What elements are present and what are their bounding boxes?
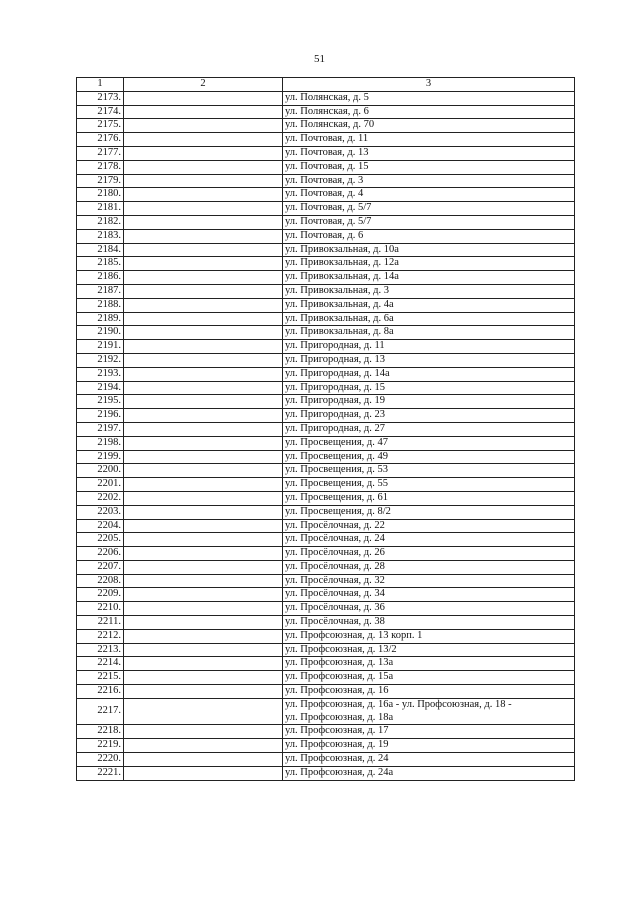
- address-cell: ул. Привокзальная, д. 10а: [283, 243, 575, 257]
- table-row: [77, 215, 575, 229]
- table-row: [77, 202, 575, 216]
- empty-cell: [124, 243, 283, 257]
- address-cell: ул. Просёлочная, д. 38: [283, 616, 575, 630]
- address-cell: ул. Просёлочная, д. 22: [283, 519, 575, 533]
- table-row: [77, 478, 575, 492]
- row-number: 2194.: [77, 381, 124, 395]
- row-number: 2180.: [77, 188, 124, 202]
- empty-cell: [124, 91, 283, 105]
- empty-cell: [124, 119, 283, 133]
- empty-cell: [124, 643, 283, 657]
- row-number: 2182.: [77, 215, 124, 229]
- row-number: 2220.: [77, 753, 124, 767]
- address-cell: ул. Профсоюзная, д. 17: [283, 725, 575, 739]
- row-number: 2205.: [77, 533, 124, 547]
- address-cell: ул. Профсоюзная, д. 13/2: [283, 643, 575, 657]
- address-cell: ул. Просвещения, д. 49: [283, 450, 575, 464]
- address-cell: ул. Почтовая, д. 11: [283, 133, 575, 147]
- row-number: 2202.: [77, 491, 124, 505]
- address-cell: ул. Просёлочная, д. 28: [283, 560, 575, 574]
- empty-cell: [124, 367, 283, 381]
- row-number: 2216.: [77, 685, 124, 699]
- row-number: 2203.: [77, 505, 124, 519]
- empty-cell: [124, 229, 283, 243]
- column-header-2: 2: [124, 78, 283, 92]
- row-number: 2179.: [77, 174, 124, 188]
- empty-cell: [124, 133, 283, 147]
- empty-cell: [124, 284, 283, 298]
- address-cell: ул. Почтовая, д. 15: [283, 160, 575, 174]
- table-row: [77, 671, 575, 685]
- address-cell: [283, 698, 575, 725]
- address-cell: ул. Пригородная, д. 15: [283, 381, 575, 395]
- address-cell: ул. Просёлочная, д. 36: [283, 602, 575, 616]
- row-number: 2175.: [77, 119, 124, 133]
- row-number: 2185.: [77, 257, 124, 271]
- address-cell: ул. Профсоюзная, д. 15а: [283, 671, 575, 685]
- row-number: 2213.: [77, 643, 124, 657]
- empty-cell: [124, 422, 283, 436]
- table-row: [77, 105, 575, 119]
- column-header-3: 3: [283, 78, 575, 92]
- row-number: 2176.: [77, 133, 124, 147]
- row-number: 2198.: [77, 436, 124, 450]
- address-cell: ул. Полянская, д. 70: [283, 119, 575, 133]
- table-row: [77, 243, 575, 257]
- address-cell: ул. Просёлочная, д. 32: [283, 574, 575, 588]
- column-header-1: 1: [77, 78, 124, 92]
- row-number: 2217.: [77, 698, 124, 725]
- empty-cell: [124, 753, 283, 767]
- table-row: [77, 519, 575, 533]
- table-row: [77, 464, 575, 478]
- empty-cell: [124, 188, 283, 202]
- empty-cell: [124, 602, 283, 616]
- empty-cell: [124, 353, 283, 367]
- row-number: 2188.: [77, 298, 124, 312]
- row-number: 2211.: [77, 616, 124, 630]
- address-cell: ул. Привокзальная, д. 3: [283, 284, 575, 298]
- table-row: [77, 91, 575, 105]
- address-cell: ул. Пригородная, д. 27: [283, 422, 575, 436]
- address-cell: ул. Привокзальная, д. 8а: [283, 326, 575, 340]
- address-cell: ул. Полянская, д. 5: [283, 91, 575, 105]
- row-number: 2177.: [77, 146, 124, 160]
- row-number: 2210.: [77, 602, 124, 616]
- empty-cell: [124, 326, 283, 340]
- row-number: 2178.: [77, 160, 124, 174]
- row-number: 2189.: [77, 312, 124, 326]
- empty-cell: [124, 202, 283, 216]
- table-row: [77, 119, 575, 133]
- row-number: 2199.: [77, 450, 124, 464]
- empty-cell: [124, 271, 283, 285]
- empty-cell: [124, 215, 283, 229]
- table-row: [77, 698, 575, 725]
- table-row: [77, 174, 575, 188]
- row-number: 2207.: [77, 560, 124, 574]
- address-cell: ул. Почтовая, д. 5/7: [283, 215, 575, 229]
- address-cell: ул. Профсоюзная, д. 24а: [283, 766, 575, 780]
- address-cell: ул. Привокзальная, д. 12а: [283, 257, 575, 271]
- row-number: 2209.: [77, 588, 124, 602]
- address-cell: ул. Просвещения, д. 8/2: [283, 505, 575, 519]
- address-cell: ул. Профсоюзная, д. 19: [283, 739, 575, 753]
- empty-cell: [124, 436, 283, 450]
- empty-cell: [124, 588, 283, 602]
- table-row: [77, 436, 575, 450]
- empty-cell: [124, 725, 283, 739]
- empty-cell: [124, 671, 283, 685]
- empty-cell: [124, 174, 283, 188]
- table-row: [77, 629, 575, 643]
- table-row: [77, 725, 575, 739]
- table-row: [77, 588, 575, 602]
- table-row: [77, 340, 575, 354]
- table-row: [77, 133, 575, 147]
- table-row: [77, 657, 575, 671]
- table-row: [77, 547, 575, 561]
- address-cell: ул. Привокзальная, д. 14а: [283, 271, 575, 285]
- table-row: [77, 602, 575, 616]
- address-cell: ул. Просёлочная, д. 34: [283, 588, 575, 602]
- table-row: [77, 616, 575, 630]
- table-row: [77, 284, 575, 298]
- address-cell: ул. Почтовая, д. 4: [283, 188, 575, 202]
- address-cell: ул. Пригородная, д. 11: [283, 340, 575, 354]
- empty-cell: [124, 312, 283, 326]
- table-row: [77, 146, 575, 160]
- table-row: [77, 574, 575, 588]
- empty-cell: [124, 381, 283, 395]
- row-number: 2190.: [77, 326, 124, 340]
- address-cell: ул. Просвещения, д. 55: [283, 478, 575, 492]
- address-cell: ул. Почтовая, д. 13: [283, 146, 575, 160]
- address-cell: ул. Просвещения, д. 53: [283, 464, 575, 478]
- table-row: [77, 753, 575, 767]
- row-number: 2191.: [77, 340, 124, 354]
- address-cell: ул. Пригородная, д. 23: [283, 409, 575, 423]
- table-row: [77, 160, 575, 174]
- empty-cell: [124, 409, 283, 423]
- empty-cell: [124, 616, 283, 630]
- table-row: [77, 312, 575, 326]
- row-number: 2183.: [77, 229, 124, 243]
- row-number: 2173.: [77, 91, 124, 105]
- empty-cell: [124, 685, 283, 699]
- address-cell: ул. Полянская, д. 6: [283, 105, 575, 119]
- table-row: [77, 229, 575, 243]
- empty-cell: [124, 766, 283, 780]
- table-row: [77, 381, 575, 395]
- empty-cell: [124, 146, 283, 160]
- empty-cell: [124, 519, 283, 533]
- table-row: [77, 353, 575, 367]
- empty-cell: [124, 298, 283, 312]
- table-header-row: [77, 78, 575, 92]
- address-cell: ул. Пригородная, д. 14а: [283, 367, 575, 381]
- row-number: 2218.: [77, 725, 124, 739]
- empty-cell: [124, 257, 283, 271]
- empty-cell: [124, 505, 283, 519]
- row-number: 2174.: [77, 105, 124, 119]
- empty-cell: [124, 533, 283, 547]
- table-row: [77, 367, 575, 381]
- row-number: 2214.: [77, 657, 124, 671]
- empty-cell: [124, 629, 283, 643]
- address-cell: ул. Профсоюзная, д. 24: [283, 753, 575, 767]
- row-number: 2204.: [77, 519, 124, 533]
- address-cell: ул. Профсоюзная, д. 13 корп. 1: [283, 629, 575, 643]
- table-row: [77, 505, 575, 519]
- table-row: [77, 409, 575, 423]
- table-row: [77, 271, 575, 285]
- table-row: [77, 257, 575, 271]
- table-row: [77, 643, 575, 657]
- row-number: 2219.: [77, 739, 124, 753]
- empty-cell: [124, 574, 283, 588]
- row-number: 2193.: [77, 367, 124, 381]
- table-row: [77, 188, 575, 202]
- empty-cell: [124, 340, 283, 354]
- table-row: [77, 533, 575, 547]
- address-cell: ул. Пригородная, д. 19: [283, 395, 575, 409]
- address-cell: ул. Просвещения, д. 47: [283, 436, 575, 450]
- empty-cell: [124, 450, 283, 464]
- table-row: [77, 395, 575, 409]
- empty-cell: [124, 478, 283, 492]
- address-cell: ул. Почтовая, д. 6: [283, 229, 575, 243]
- address-cell: ул. Почтовая, д. 5/7: [283, 202, 575, 216]
- row-number: 2187.: [77, 284, 124, 298]
- row-number: 2181.: [77, 202, 124, 216]
- empty-cell: [124, 464, 283, 478]
- table-row: [77, 422, 575, 436]
- row-number: 2195.: [77, 395, 124, 409]
- row-number: 2192.: [77, 353, 124, 367]
- empty-cell: [124, 547, 283, 561]
- table-row: [77, 685, 575, 699]
- table-row: [77, 491, 575, 505]
- row-number: 2212.: [77, 629, 124, 643]
- row-number: 2200.: [77, 464, 124, 478]
- address-line-1: ул. Профсоюзная, д. 16а - ул. Профсоюзная, д. 18 -: [285, 698, 512, 710]
- table-body: [77, 91, 575, 780]
- empty-cell: [124, 491, 283, 505]
- empty-cell: [124, 560, 283, 574]
- row-number: 2186.: [77, 271, 124, 285]
- address-cell: ул. Профсоюзная, д. 13а: [283, 657, 575, 671]
- table-row: [77, 326, 575, 340]
- address-cell: ул. Просёлочная, д. 26: [283, 547, 575, 561]
- address-cell: ул. Почтовая, д. 3: [283, 174, 575, 188]
- table-row: [77, 739, 575, 753]
- table-row: [77, 298, 575, 312]
- empty-cell: [124, 657, 283, 671]
- empty-cell: [124, 160, 283, 174]
- address-cell: ул. Привокзальная, д. 6а: [283, 312, 575, 326]
- address-cell: ул. Просёлочная, д. 24: [283, 533, 575, 547]
- address-cell: ул. Пригородная, д. 13: [283, 353, 575, 367]
- row-number: 2196.: [77, 409, 124, 423]
- row-number: 2201.: [77, 478, 124, 492]
- page-number: 51: [314, 53, 325, 65]
- row-number: 2215.: [77, 671, 124, 685]
- row-number: 2197.: [77, 422, 124, 436]
- empty-cell: [124, 395, 283, 409]
- table-row: [77, 560, 575, 574]
- empty-cell: [124, 698, 283, 725]
- row-number: 2208.: [77, 574, 124, 588]
- address-table: [76, 77, 575, 781]
- address-line-2: ул. Профсоюзная, д. 18а: [285, 711, 394, 723]
- address-cell: ул. Профсоюзная, д. 16: [283, 685, 575, 699]
- table-row: [77, 766, 575, 780]
- row-number: 2221.: [77, 766, 124, 780]
- row-number: 2206.: [77, 547, 124, 561]
- row-number: 2184.: [77, 243, 124, 257]
- empty-cell: [124, 739, 283, 753]
- empty-cell: [124, 105, 283, 119]
- address-cell: ул. Привокзальная, д. 4а: [283, 298, 575, 312]
- table-row: [77, 450, 575, 464]
- address-cell: ул. Просвещения, д. 61: [283, 491, 575, 505]
